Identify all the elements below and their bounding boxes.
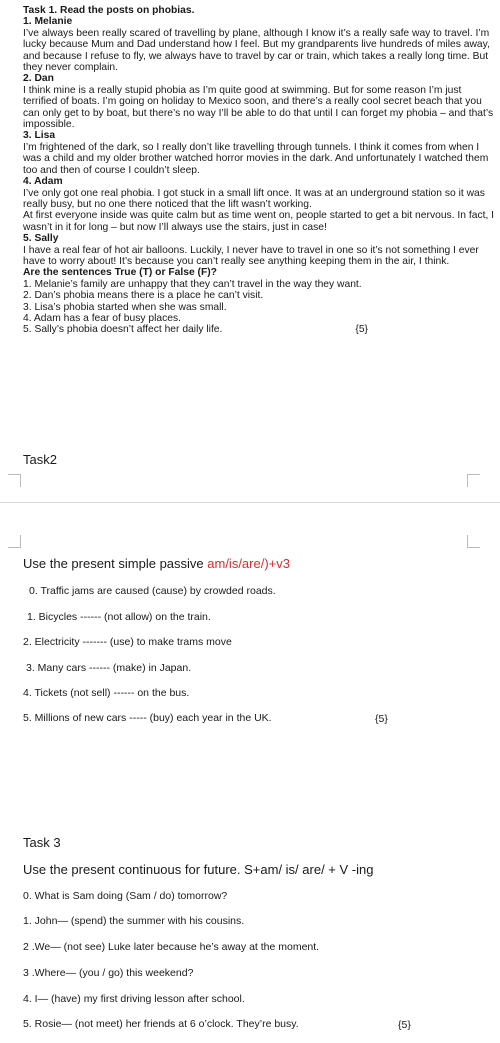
post-text-lisa: I’m frightened of the dark, so I really don’t like travelling through tunnels. I think it comes from when I was a child and my older brother watched horror movies in the dark. And unfortunately I watched them too and then of course I couldn’t sleep. bbox=[23, 141, 489, 176]
question-4: 4. Adam has a fear of busy places. bbox=[23, 312, 181, 324]
task3-item-5: 5. Rosie— (not meet) her friends at 6 o’clock. They’re busy. bbox=[23, 1018, 299, 1030]
post-text-adam-2: At first everyone inside was quite calm but as time went on, people started to get a bit nervous. In fact, I wasn’t in it for long – but now I’ll always use the stairs, just in case! bbox=[23, 210, 495, 233]
worksheet-page-2 bbox=[0, 503, 500, 1043]
task3-instruction: Use the present continuous for future. S+am/ is/ are/ + V -ing bbox=[23, 862, 374, 877]
question-5-row bbox=[23, 324, 495, 335]
post-text-dan: I think mine is a really stupid phobia as I’m quite good at swimming. But for some reason I’m just terrified of boats. I’m going on holiday to Mexico soon, and there’s a really cool secret beach that you can only get to by boat, but there’s no way I’ll be able to do that until I can forget my phobia – and that’s impossible. bbox=[23, 84, 494, 131]
task2-item-4: 4. Tickets (not sell) ------ on the bus. bbox=[23, 687, 190, 699]
page-corner-mark bbox=[8, 474, 21, 487]
task2-item-2: 2. Electricity ------- (use) to make trams move bbox=[23, 636, 232, 648]
task1-title: Task 1. Read the posts on phobias. bbox=[23, 5, 195, 16]
task2-instruction-formula: am/is/are/)+v3 bbox=[207, 556, 290, 571]
worksheet-page-1 bbox=[0, 0, 500, 502]
task2-item-0: 0. Traffic jams are caused (cause) by crowded roads. bbox=[29, 585, 276, 597]
page-corner-mark bbox=[8, 535, 21, 548]
task2-item-1: 1. Bicycles ------ (not allow) on the train. bbox=[27, 611, 211, 623]
page-corner-mark bbox=[467, 474, 480, 487]
post-text-sally: I have a real fear of hot air balloons. Luckily, I never have to travel in one so it’s not something I ever have to worry about! It’s because you can’t really see anything keeping them in the air, I think. bbox=[23, 244, 479, 267]
task1-score: {5} bbox=[355, 324, 368, 336]
question-1: 1. Melanie’s family are unhappy that they can’t travel in the way they want. bbox=[23, 278, 362, 290]
post-text-adam-1: I’ve only got one real phobia. I got stuck in a small lift once. It was at an underground station so it was really busy, but no one there noticed that the lift wasn’t working. bbox=[23, 187, 485, 210]
question-2: 2. Dan’s phobia means there is a place he can’t visit. bbox=[23, 290, 264, 302]
task2-item-3: 3. Many cars ------ (make) in Japan. bbox=[26, 662, 192, 674]
question-3: 3. Lisa’s phobia started when she was small. bbox=[23, 301, 227, 313]
task2-score: {5} bbox=[375, 713, 388, 725]
task3-item-0: 0. What is Sam doing (Sam / do) tomorrow? bbox=[23, 890, 228, 902]
post-text-melanie: I’ve always been really scared of travelling by plane, although I know it’s a really safe way to travel. I’m lucky because Mum and Dad understand how I feel. But my grandparents live hundreds of miles away, and because I refuse to fly, we always have to travel by car or train, which takes a really long time. But they never complain. bbox=[23, 27, 490, 74]
page-corner-mark bbox=[467, 535, 480, 548]
post-heading-adam: 4. Adam bbox=[23, 176, 63, 188]
task3-item-3: 3 .Where— (you / go) this weekend? bbox=[23, 967, 194, 979]
task3-title: Task 3 bbox=[23, 835, 61, 850]
task2-item-5: 5. Millions of new cars ----- (buy) each year in the UK. bbox=[23, 712, 272, 724]
task3-item-2: 2 .We— (not see) Luke later because he’s away at the moment. bbox=[23, 941, 320, 953]
question-heading: Are the sentences True (T) or False (F)? bbox=[23, 267, 217, 279]
question-5: 5. Sally’s phobia doesn’t affect her daily life. bbox=[23, 324, 223, 336]
task3-score: {5} bbox=[398, 1019, 411, 1031]
task2-title: Task2 bbox=[23, 452, 57, 467]
task3-item-1: 1. John— (spend) the summer with his cousins. bbox=[23, 915, 245, 927]
post-heading-lisa: 3. Lisa bbox=[23, 130, 56, 142]
post-heading-sally: 5. Sally bbox=[23, 233, 59, 245]
post-heading-melanie: 1. Melanie bbox=[23, 16, 73, 28]
task3-item-4: 4. I— (have) my first driving lesson after school. bbox=[23, 993, 245, 1005]
task2-instruction bbox=[23, 556, 290, 571]
task1-block bbox=[23, 5, 495, 336]
post-heading-dan: 2. Dan bbox=[23, 73, 54, 85]
task2-instruction-text: Use the present simple passive bbox=[23, 556, 208, 571]
